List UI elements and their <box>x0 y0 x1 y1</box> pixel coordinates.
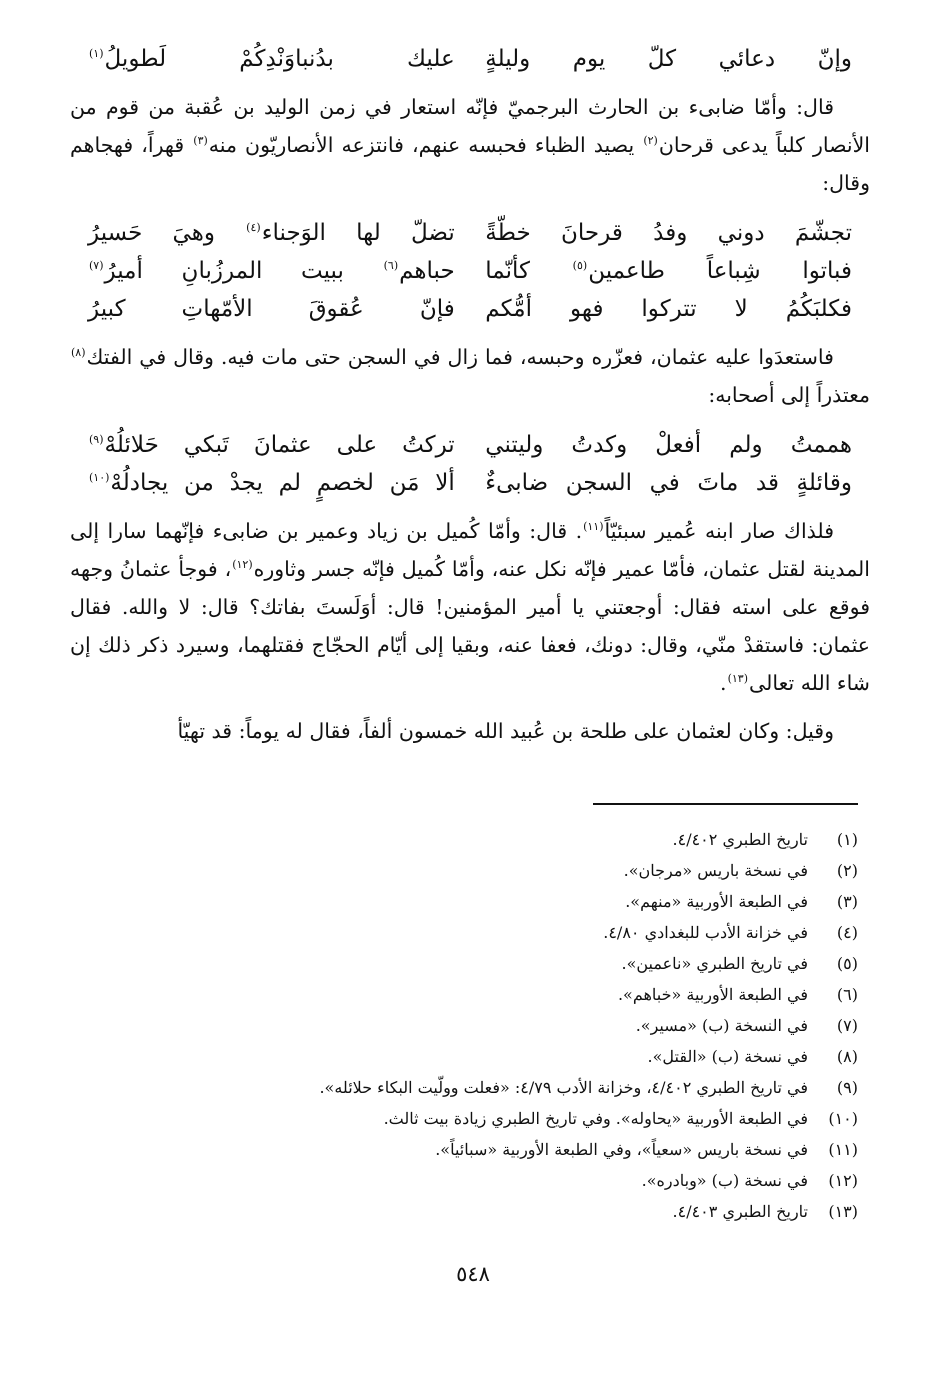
footnote-number: (١٣) <box>828 1202 858 1221</box>
paragraph: وقيل: وكان لعثمان على طلحة بن عُبيد الله خمسون ألفاً، فقال له يوماً: قد تهيّأ <box>177 719 834 743</box>
footnote-ref: (٩) <box>89 433 104 447</box>
footnote <box>70 979 858 1010</box>
footnote-text: في النسخة (ب) «مسير». <box>635 1016 808 1035</box>
footnote <box>70 1072 858 1103</box>
footnote <box>70 1103 858 1134</box>
verse-second-hemistich: حباهم$^{(٦)}$ ببيت المرزُبانِ أميرُ$^{(٧)}$ <box>89 258 455 284</box>
verse-second-hemistich: تركتُ على عثمانَ تَبكي حَلائلُهْ$^{(٩)}$ <box>89 432 455 458</box>
footnote-number: (٥) <box>836 954 858 973</box>
footnote-ref: (١٠) <box>89 471 110 485</box>
verse-first-hemistich: فباتوا شِباعاً طاعمين$^{(٥)}$ كأنّما <box>485 258 852 284</box>
footnote-number: (٦) <box>836 985 858 1004</box>
verse-second-hemistich: عليك بدُنباوَنْدِكُمْ لَطويلُ$^{(١)}$ <box>89 46 455 72</box>
main-text <box>70 40 870 750</box>
footnote-text: في تاريخ الطبري «ناعمين». <box>621 954 808 973</box>
verse-line <box>88 214 852 252</box>
footnote-number: (٧) <box>836 1016 858 1035</box>
footnote-number: (١) <box>836 830 858 849</box>
footnote-number: (٨) <box>836 1047 858 1066</box>
footnote-number: (٢) <box>836 861 858 880</box>
footnote <box>70 1196 858 1227</box>
footnote-ref: (١) <box>89 47 104 61</box>
footnote <box>70 886 858 917</box>
verse-first-hemistich: هممتُ ولم أفعلْ وكدتُ وليتني <box>485 432 852 458</box>
footnotes <box>70 824 858 1227</box>
footnote <box>70 917 858 948</box>
footnote-ref: (١٢) <box>232 558 253 572</box>
footnote-text: تاريخ الطبري ٤/٤٠٣. <box>672 1202 808 1221</box>
footnote-text: في نسخة باريس «سعياً»، وفي الطبعة الأوربية «سبائياً». <box>435 1140 808 1159</box>
paragraph: قال: وأمّا ضابىء بن الحارث البرجميّ فإنّه استعار في زمن الوليد بن عُقبة من قوم من الأنصار كلباً يدعى قرحان$^{(٢)}$ يصيد الظباء فحبسه عنهم، فانتزعه الأنصاريّون منه$^{(٣)}$ قهراً، فهجاهم وقال: <box>70 95 870 195</box>
footnote-ref: (٥) <box>572 259 588 273</box>
footnote-text: تاريخ الطبري ٤/٤٠٢. <box>672 830 808 849</box>
poem <box>70 426 870 502</box>
footnote-text: في الطبعة الأوربية «يحاوله». وفي تاريخ الطبري زيادة بيت ثالث. <box>383 1109 808 1128</box>
verse-second-hemistich: تضلّ لها الوَجناء$^{(٤)}$ وهيَ حَسيرُ <box>88 220 455 246</box>
footnote-number: (٤) <box>836 923 858 942</box>
footnote-ref: (١٣) <box>727 672 748 686</box>
page-number: ٥٤٨ <box>456 1262 490 1286</box>
verse-line <box>88 426 852 464</box>
footnote-ref: (٣) <box>193 134 208 148</box>
footnote <box>70 1041 858 1072</box>
footnote-number: (١٢) <box>828 1171 858 1190</box>
paragraph: فاستعدَوا عليه عثمان، فعزّره وحبسه، فما زال في السجن حتى مات فيه. وقال في الفتك$^{(٨)}$ معتذراً إلى أصحابه: <box>71 345 870 407</box>
footnote-separator <box>593 803 858 805</box>
footnote <box>70 1165 858 1196</box>
footnote-text: في خزانة الأدب للبغدادي ٤/٨٠. <box>603 923 808 942</box>
verse-first-hemistich: فكلبَكُمُ لا تتركوا فهو أمُّكم <box>485 296 852 322</box>
footnote-number: (١١) <box>828 1140 858 1159</box>
footnote <box>70 1134 858 1165</box>
footnote-ref: (٢) <box>643 134 658 148</box>
verse-second-hemistich: ألا مَن لخصمٍ لم يجدْ من يجادلُهْ$^{(١٠)}$ <box>89 470 455 496</box>
footnote <box>70 1010 858 1041</box>
footnote-ref: (٦) <box>383 259 399 273</box>
verse-first-hemistich: تجشّمَ دوني وفدُ قرحانَ خطّةً <box>485 220 852 246</box>
verse-line <box>88 464 852 502</box>
footnote-ref: (٨) <box>71 346 86 360</box>
footnote-number: (٩) <box>836 1078 858 1097</box>
footnote-text: في نسخة باريس «مرجان». <box>623 861 808 880</box>
verse-line <box>70 40 870 78</box>
footnote-ref: (٤) <box>246 221 261 235</box>
verse-line <box>88 290 852 328</box>
paragraph: فلذاك صار ابنه عُمير سبئيّاً$^{(١١)}$. قال: وأمّا كُميل بن زياد وعمير بن ضابىء فإنّهما سارا إلى المدينة لقتل عثمان، فأمّا عمير فإنّه نكل عنه، وأمّا كُميل فإنّه جسر وثاوره$^{(١٢)}$، فوجأ عثمانُ وجهه فوقع على استه فقال: أوجعتني يا أمير المؤمنين! قال: أوَلَستَ بفاتك؟ قال: لا والله. فقال عثمان: فاستقدْ منّي، وقال: دونك، فعفا عنه، وبقيا إلى أيّام الحجّاج فقتلهما، وسيرد ذكر ذلك إن شاء الله تعالى$^{(١٣)}$. <box>70 519 870 695</box>
footnote-text: في نسخة (ب) «وبادره». <box>641 1171 808 1190</box>
footnote <box>70 824 858 855</box>
footnote-text: في نسخة (ب) «القتل». <box>647 1047 808 1066</box>
verse-first-hemistich: وقائلةٍ قد ماتَ في السجن ضابىءٌ <box>485 470 852 496</box>
footnote-number: (١٠) <box>828 1109 858 1128</box>
verse-first-hemistich: وإنّ دعائي كلّ يوم وليلةٍ <box>485 46 852 72</box>
footnote <box>70 948 858 979</box>
verse-line <box>88 252 852 290</box>
footnote <box>70 855 858 886</box>
poem <box>70 214 870 328</box>
footnote-number: (٣) <box>836 892 858 911</box>
verse-second-hemistich: فإنّ عُقوقَ الأمّهاتِ كبيرُ <box>88 296 455 322</box>
footnote-ref: (٧) <box>89 259 104 273</box>
footnote-text: في الطبعة الأوربية «خباهم». <box>617 985 808 1004</box>
footnote-ref: (١١) <box>583 520 604 534</box>
footnote-text: في الطبعة الأوربية «منهم». <box>625 892 808 911</box>
footnote-text: في تاريخ الطبري ٤/٤٠٢، وخزانة الأدب ٤/٧٩: «فعلت وولّيت البكاء حلائله». <box>319 1078 808 1097</box>
